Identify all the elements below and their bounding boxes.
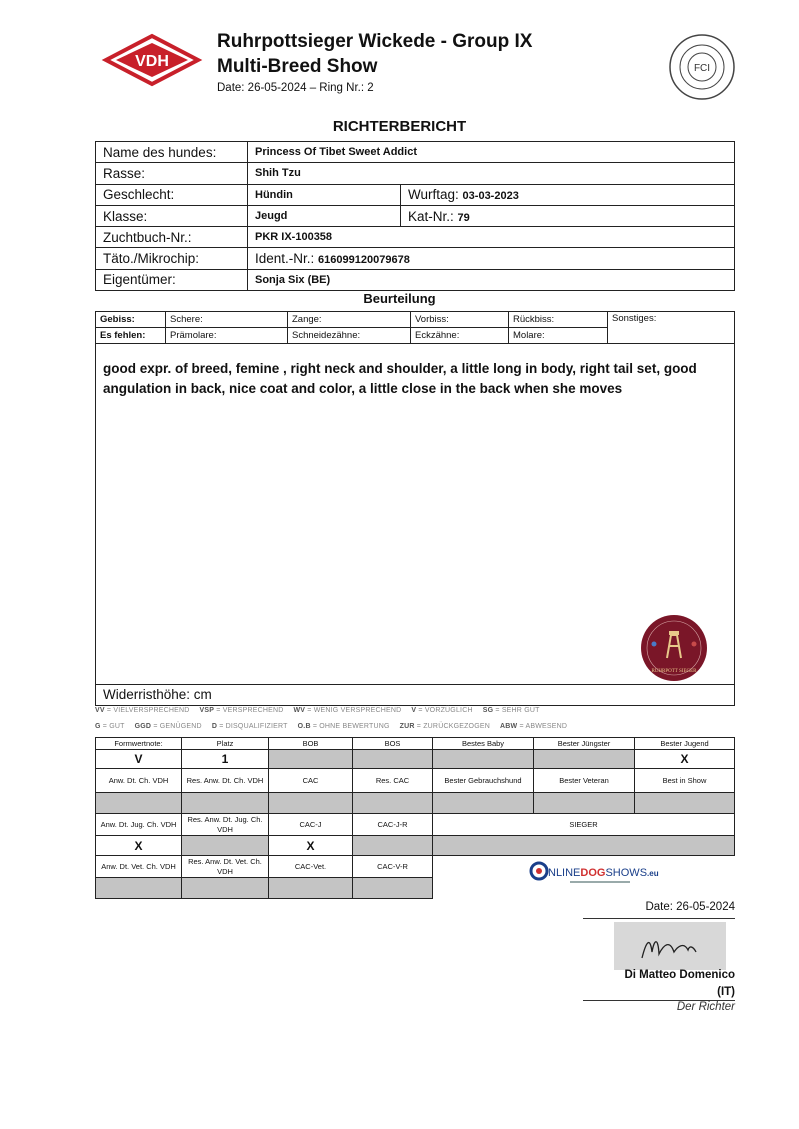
dob-cell [401,184,735,205]
award-header: Bester Jugend [635,738,735,750]
label: Rückbiss: [509,312,608,328]
placement-value: 1 [182,750,269,769]
svg-text:VDH: VDH [135,53,169,70]
label: Zuchtbuch-Nr.: [96,227,248,248]
legend-code: V [411,707,417,714]
legend-code: VSP [199,707,215,714]
award-value [353,793,433,814]
label: Rasse: [96,163,248,184]
legend-meaning: GUT [109,723,125,730]
onlinedogshows-logo [530,858,659,888]
award-value [96,793,182,814]
award-header: CAC-V-R [353,856,433,878]
judge-signature [614,922,726,970]
bob-value [269,750,353,769]
award-header: Anw. Dt. Vet. Ch. VDH [96,856,182,878]
award-header: Bester Jüngster [534,738,635,750]
legend-meaning: VORZÜGLICH [424,707,473,714]
title-line-2: Multi-Breed Show [217,56,378,77]
legend-code: VV [95,707,105,714]
label: Schere: [166,312,288,328]
legend-meaning: OHNE BEWERTUNG [319,723,390,730]
label: Vorbiss: [411,312,509,328]
award-header: Bester Gebrauchshund [433,769,534,793]
legend-meaning: SEHR GUT [501,707,540,714]
legend-code: SG [482,707,494,714]
award-header: CAC-Vet. [269,856,353,878]
label: Eckzähne: [411,328,509,344]
award-value [635,793,735,814]
legend-entry: SG = SEHR GUT [482,707,540,714]
legend-meaning: ABWESEND [525,723,568,730]
dog-breed: Shih Tzu [248,163,735,184]
legend-code: ABW [499,723,518,730]
award-value [182,878,269,899]
divider [583,918,735,919]
award-header: SIEGER [433,814,735,836]
dog-sex: Hündin [248,184,401,205]
award-header: CAC [269,769,353,793]
award-header: Anw. Dt. Ch. VDH [96,769,182,793]
legend-entry: D = DISQUALIFIZIERT [211,723,288,730]
award-value [96,878,182,899]
award-value [182,793,269,814]
award-header: Res. CAC [353,769,433,793]
legend-meaning: GENÜGEND [159,723,202,730]
award-value [269,878,353,899]
label: Es fehlen: [96,328,166,344]
label: Gebiss: [96,312,166,328]
grade-value: V [96,750,182,769]
label: Ident.-Nr.: [255,251,315,267]
judge-name: Di Matteo Domenico [624,969,735,981]
award-header: Formwertnote: [96,738,182,750]
label: Eigentümer: [96,269,248,290]
best-junior-value: X [635,750,735,769]
legend-meaning: VERSPRECHEND [222,707,284,714]
award-header: Best in Show [635,769,735,793]
judge-name-block [624,967,735,1001]
award-header: CAC-J-R [353,814,433,836]
award-value [353,878,433,899]
award-header: Res. Anw. Dt. Ch. VDH [182,769,269,793]
legend-entry: V = VORZÜGLICH [411,707,473,714]
catno-cell [401,205,735,226]
legend-meaning: WENIG VERSPRECHEND [313,707,402,714]
award-header: Bester Veteran [534,769,635,793]
legend-entry: VV = VIELVERSPRECHEND [95,707,190,714]
svg-text:NLINEDOGSHOWS.eu: NLINEDOGSHOWS.eu [548,867,659,879]
label: Täto./Mikrochip: [96,248,248,269]
award-header: Res. Anw. Dt. Vet. Ch. VDH [182,856,269,878]
res-junior-ch-value [182,836,269,856]
legend-meaning: VIELVERSPRECHEND [113,707,190,714]
legend-code: GGD [134,723,152,730]
legend-entry: GGD = GENÜGEND [134,723,202,730]
dog-ident: 616099120079678 [318,254,410,267]
show-subtitle: Date: 26-05-2024 – Ring Nr.: 2 [217,82,374,94]
label: Klasse: [96,205,248,226]
legend-code: WV [293,707,306,714]
judge-role: Der Richter [676,1001,735,1013]
cac-j-r-value [353,836,433,856]
best-minor-value [534,750,635,769]
dog-info-table [95,141,735,291]
title-line-1: Ruhrpottsieger Wickede - Group IX [217,31,533,52]
best-baby-value [433,750,534,769]
ident-cell [248,248,735,269]
junior-ch-value: X [96,836,182,856]
show-title [217,29,532,79]
teeth-table [95,311,735,344]
award-header: Anw. Dt. Jug. Ch. VDH [96,814,182,836]
report-date: Date: 26-05-2024 [645,901,735,913]
legend-meaning: ZURÜCKGEZOGEN [423,723,490,730]
label: Prämolare: [166,328,288,344]
sieger-value [433,836,735,856]
label: Zange: [288,312,411,328]
assessment-title: Beurteilung [363,291,436,306]
award-header: BOB [269,738,353,750]
withers-height: Widerristhöhe: cm [95,684,735,706]
label: Name des hundes: [96,142,248,163]
bos-value [353,750,433,769]
award-value [433,793,534,814]
label: Geschlecht: [96,184,248,205]
legend-entry: ZUR = ZURÜCKGEZOGEN [399,723,490,730]
label: Schneidezähne: [288,328,411,344]
label: Wurftag: [408,187,459,203]
legend-line-1 [95,707,550,714]
legend-code: G [95,723,101,730]
dog-dob: 03-03-2023 [462,190,519,203]
cac-j-value: X [269,836,353,856]
report-title: RICHTERBERICHT [332,118,467,135]
legend-entry: O.B = OHNE BEWERTUNG [297,723,390,730]
svg-text:RUHRPOTT SIEGER: RUHRPOTT SIEGER [651,669,697,674]
legend-meaning: DISQUALIFIZIERT [225,723,288,730]
award-header: Platz [182,738,269,750]
legend-entry: ABW = ABWESEND [499,723,568,730]
ruhrpott-sieger-seal [640,614,708,682]
award-value [269,793,353,814]
award-header: Res. Anw. Dt. Jug. Ch. VDH [182,814,269,836]
dog-studbook: PKR IX-100358 [248,227,735,248]
legend-code: O.B [297,723,311,730]
dog-catno: 79 [457,211,470,224]
legend-entry: G = GUT [95,723,125,730]
judge-comment: good expr. of breed, femine , right neck and shoulder, a little long in body, right tail set, good angulation in back, nice coat and color, a little close in the back when she moves [103,361,697,396]
judge-country: (IT) [717,986,735,998]
dog-owner: Sonja Six (BE) [248,269,735,290]
vdh-logo [104,34,200,86]
legend-entry: WV = WENIG VERSPRECHEND [293,707,402,714]
legend-entry: VSP = VERSPRECHEND [199,707,284,714]
fci-logo [667,33,737,101]
dog-class: Jeugd [248,205,401,226]
award-value [534,793,635,814]
legend-line-2 [95,723,577,730]
label: Kat-Nr.: [408,208,454,224]
svg-text:FCI: FCI [693,63,711,74]
legend-code: ZUR [399,723,415,730]
award-header: Bestes Baby [433,738,534,750]
label: Molare: [509,328,608,344]
award-header: CAC-J [269,814,353,836]
legend-code: D [211,723,218,730]
award-header: BOS [353,738,433,750]
label: Sonstiges: [608,312,735,344]
dog-name: Princess Of Tibet Sweet Addict [248,142,735,163]
